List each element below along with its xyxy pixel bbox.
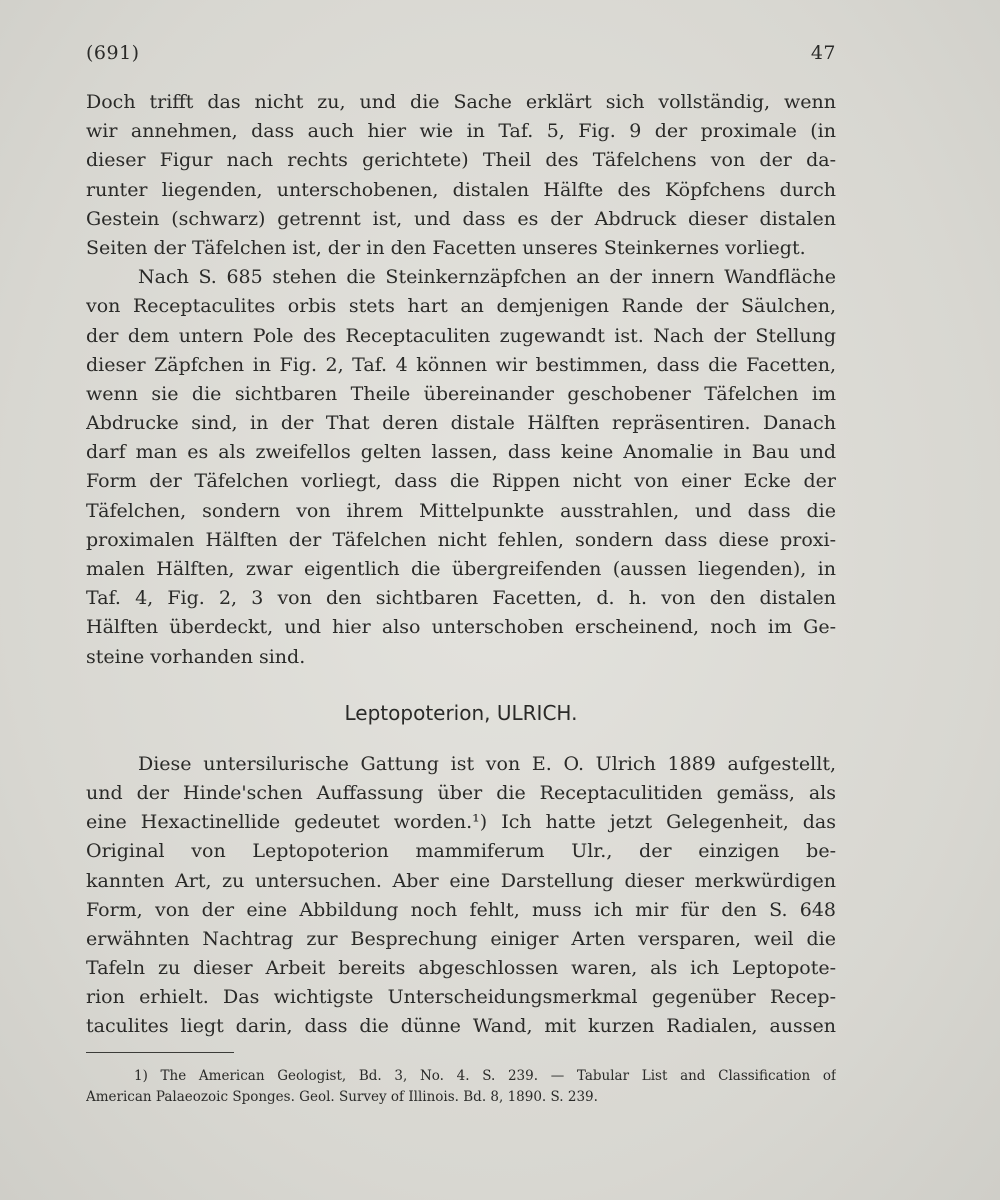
text-line: von Receptaculites orbis stets hart an demjenigen Rande der Säulchen, [86, 295, 836, 318]
paragraph-1 [86, 88, 836, 263]
footnotes [86, 1066, 836, 1108]
text-line: und der Hinde'schen Auffassung über die Receptaculitiden gemäss, als [86, 781, 836, 804]
text-line: rion erhielt. Das wichtigste Unterscheidungsmerkmal gegenüber Recep- [86, 986, 836, 1009]
text-line: Tafeln zu dieser Arbeit bereits abgeschlossen waren, als ich Leptopote- [86, 957, 836, 980]
footnote-line: American Palaeozoic Sponges. Geol. Survey of Illinois. Bd. 8, 1890. S. 239. [86, 1089, 598, 1105]
text-line: proximalen Hälften der Täfelchen nicht fehlen, sondern dass diese proxi- [86, 528, 836, 551]
page-header [86, 42, 836, 64]
body-text [86, 88, 836, 1042]
text-line: dieser Zäpfchen in Fig. 2, Taf. 4 können wir bestimmen, dass die Facetten, [86, 353, 836, 376]
text-line: Form, von der eine Abbildung noch fehlt, muss ich mir für den S. 648 [86, 898, 836, 921]
text-line: Täfelchen, sondern von ihrem Mittelpunkte ausstrahlen, und dass die [86, 499, 836, 522]
text-line: erwähnten Nachtrag zur Besprechung einiger Arten versparen, weil die [86, 927, 836, 950]
text-line: dieser Figur nach rechts gerichtete) Theil des Täfelchens von der da- [86, 149, 836, 172]
text-line: steine vorhanden sind. [86, 645, 306, 668]
text-line: Nach S. 685 stehen die Steinkernzäpfchen an der innern Wandfläche [138, 266, 836, 289]
text-line: Original von Leptopoterion mammiferum Ulr., der einzigen be- [86, 840, 836, 863]
text-line: Gestein (schwarz) getrennt ist, und dass es der Abdruck dieser distalen [86, 207, 836, 230]
text-line: kannten Art, zu untersuchen. Aber eine Darstellung dieser merkwürdigen [86, 869, 836, 892]
paragraph-2 [86, 263, 836, 672]
text-line: der dem untern Pole des Receptaculiten zugewandt ist. Nach der Stellung [86, 324, 836, 347]
section-heading: Leptopoterion, ULRICH. [344, 700, 578, 725]
text-line: Seiten der Täfelchen ist, der in den Facetten unseres Steinkernes vorliegt. [86, 236, 806, 259]
text-line: eine Hexactinellide gedeutet worden.¹) Ich hatte jetzt Gelegenheit, das [86, 811, 836, 834]
text-line: Hälften überdeckt, und hier also unterschoben erscheinend, noch im Ge- [86, 616, 836, 639]
text-line: Taf. 4, Fig. 2, 3 von den sichtbaren Facetten, d. h. von den distalen [86, 587, 836, 610]
text-line: wenn sie die sichtbaren Theile übereinander geschobener Täfelchen im [86, 382, 836, 405]
text-line: Abdrucke sind, in der That deren distale Hälften repräsentiren. Danach [86, 412, 836, 435]
page-number: 47 [810, 42, 836, 64]
text-line: runter liegenden, unterschobenen, distalen Hälfte des Köpfchens durch [86, 178, 836, 201]
text-line: wir annehmen, dass auch hier wie in Taf. 5, Fig. 9 der proximale (in [86, 120, 836, 143]
footnote-line: 1) The American Geologist, Bd. 3, No. 4. S. 239. — Tabular List and Classification of [134, 1068, 836, 1084]
section-number: (691) [86, 42, 140, 64]
text-line: Diese untersilurische Gattung ist von E. O. Ulrich 1889 aufgestellt, [138, 752, 836, 775]
text-line: malen Hälften, zwar eigentlich die übergreifenden (aussen liegenden), in [86, 558, 836, 580]
text-line: taculites liegt darin, dass die dünne Wand, mit kurzen Radialen, aussen [86, 1015, 836, 1038]
text-line: Form der Täfelchen vorliegt, dass die Rippen nicht von einer Ecke der [86, 470, 836, 493]
footnote-divider [86, 1052, 234, 1053]
text-line: darf man es als zweifellos gelten lassen, dass keine Anomalie in Bau und [86, 441, 836, 464]
text-line: Doch trifft das nicht zu, und die Sache erklärt sich vollständig, wenn [86, 91, 836, 113]
paragraph-3 [86, 750, 836, 1042]
